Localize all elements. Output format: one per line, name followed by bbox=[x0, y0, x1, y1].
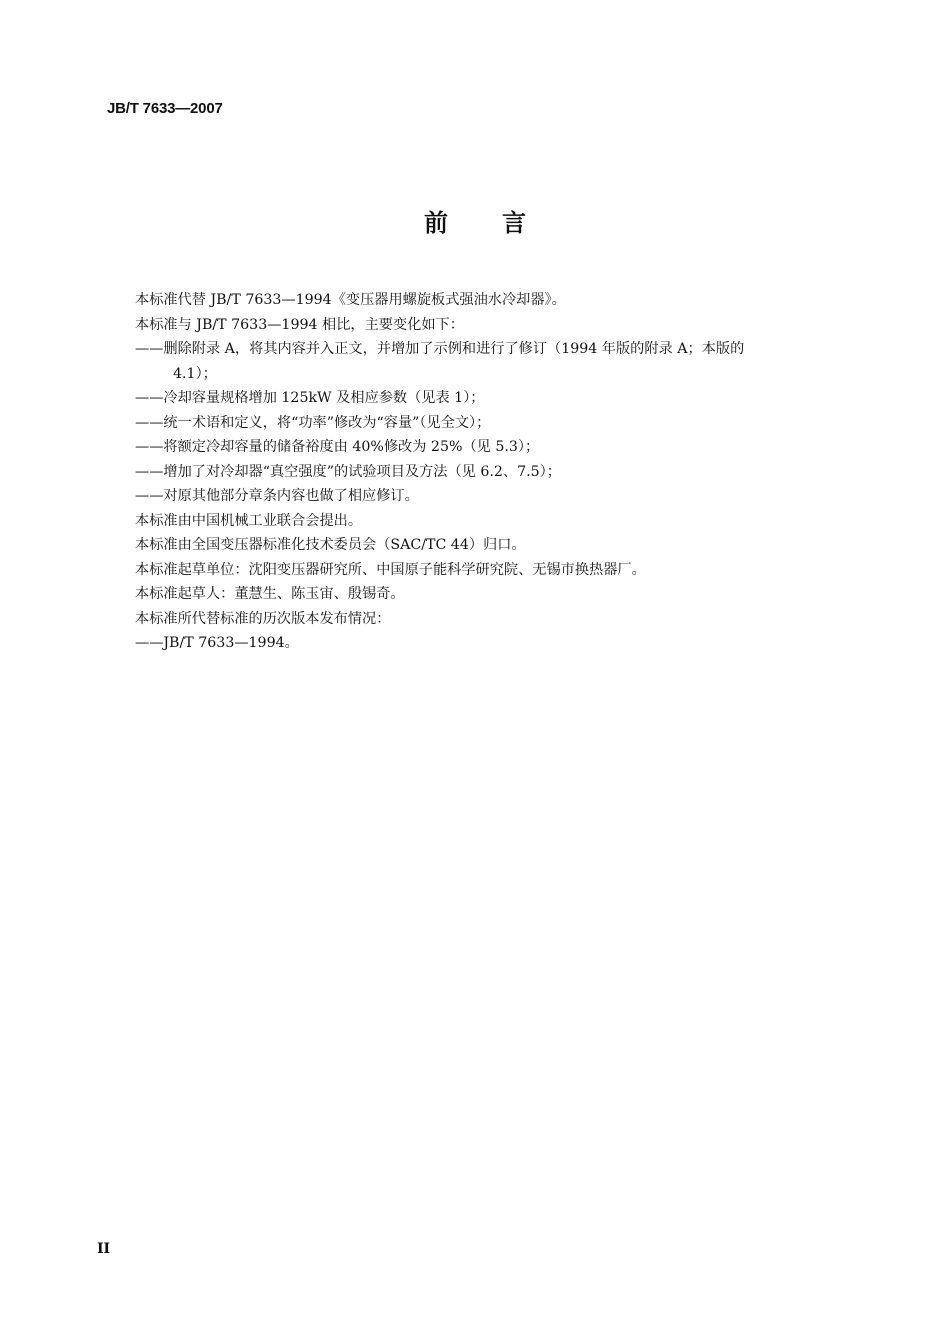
previous-edition-item: ——JB/T 7633—1994。 bbox=[135, 635, 299, 651]
change-item-appendix-continued: 4.1）； bbox=[173, 365, 217, 382]
change-item-margin: ——将额定冷却容量的储备裕度由 40%修改为 25%（见 5.3）； bbox=[135, 439, 540, 455]
change-item-terms: ——统一术语和定义，将“功率”修改为“容量”（见全文）； bbox=[135, 414, 491, 431]
change-item-appendix: ——删除附录 A，将其内容并入正文，并增加了示例和进行了修订（1994 年版的附录 A；本版的 bbox=[135, 341, 745, 357]
change-item-other: ——对原其他部分章条内容也做了相应修订。 bbox=[135, 488, 419, 504]
paragraph-drafting-units: 本标准起草单位：沈阳变压器研究所、中国原子能科学研究院、无锡市换热器厂。 bbox=[135, 561, 646, 578]
paragraph-drafters: 本标准起草人：董慧生、陈玉宙、殷锡奇。 bbox=[135, 586, 405, 602]
page-title bbox=[0, 203, 950, 238]
paragraph-centralized-by: 本标准由全国变压器标准化技术委员会（SAC/TC 44）归口。 bbox=[135, 537, 526, 553]
paragraph-changes-intro: 本标准与 JB/T 7633—1994 相比，主要变化如下： bbox=[135, 316, 464, 333]
change-item-vacuum: ——增加了对冷却器“真空强度”的试验项目及方法（见 6.2、7.5）； bbox=[135, 463, 561, 480]
page-number: II bbox=[97, 1241, 111, 1257]
paragraph-previous-editions: 本标准所代替标准的历次版本发布情况： bbox=[135, 610, 391, 627]
title-char-1: 前 bbox=[424, 209, 448, 237]
paragraph-proposed-by: 本标准由中国机械工业联合会提出。 bbox=[135, 512, 363, 529]
paragraph-replaces: 本标准代替 JB/T 7633—1994《变压器用螺旋板式强油水冷却器》。 bbox=[135, 292, 566, 308]
standard-code-header: JB/T 7633—2007 bbox=[107, 100, 223, 117]
change-item-capacity: ——冷却容量规格增加 125kW 及相应参数（见表 1）； bbox=[135, 390, 485, 406]
foreword-body bbox=[135, 288, 865, 656]
title-char-2: 言 bbox=[502, 209, 526, 237]
